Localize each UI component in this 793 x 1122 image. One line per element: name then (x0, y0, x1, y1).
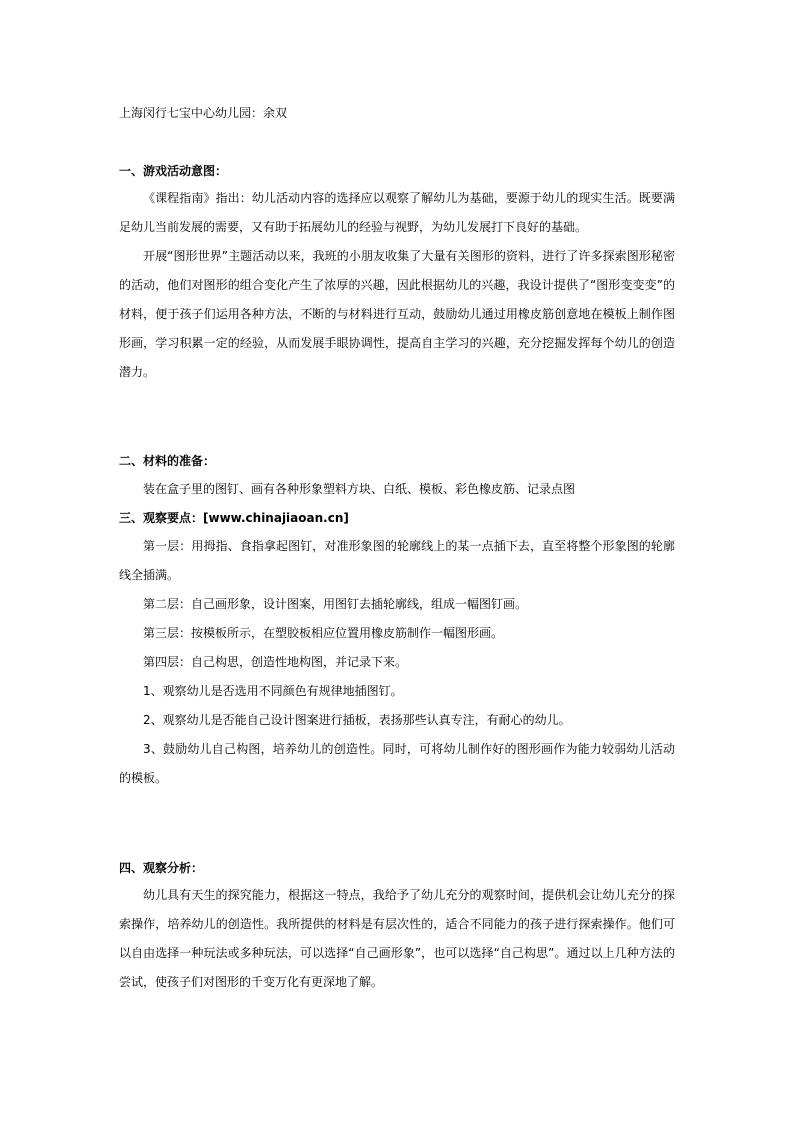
section1-paragraph-2: 开展“图形世界”主题活动以来，我班的小朋友收集了大量有关图形的资料，进行了许多探索图形秘密的活动，他们对图形的组合变化产生了浓厚的兴趣，因此根据幼儿的兴趣，我设计提供了“图形变变变”的材料，便于孩子们运用各种方法，不断的与材料进行互动，鼓励幼儿通过用橡皮筋创意地在模板上制作图形画，学习积累一定的经验，从而发展手眼协调性，提高自主学习的兴趣，充分挖掘发挥每个幼儿的创造潜力。 (119, 249, 675, 379)
section1-paragraph-1: 《课程指南》指出：幼儿活动内容的选择应以观察了解幼儿为基础，要源于幼儿的现实生活。既要满足幼儿当前发展的需要，又有助于拓展幼儿的经验与视野，为幼儿发展打下良好的基础。 (119, 191, 675, 234)
section2-heading: 二、材料的准备： (119, 454, 216, 468)
author-line: 上海闵行七宝中心幼儿园：余双 (119, 106, 288, 120)
observation-point-3: 3、鼓励幼儿自己构图，培养幼儿的创造性。同时，可将幼儿制作好的图形画作为能力较弱幼儿活动的模板。 (119, 742, 675, 785)
observation-level-1: 第一层：用拇指、食指拿起图钉，对准形象图的轮廓线上的某一点插下去，直至将整个形象图的轮廓线全插满。 (119, 539, 675, 582)
section4-heading: 四、观察分析： (119, 861, 204, 875)
observation-point-1: 1、观察幼儿是否选用不同颜色有规律地插图钉。 (143, 684, 403, 698)
observation-level-2: 第二层：自己画形象，设计图案，用图钉去插轮廓线，组成一幅图钉画。 (143, 597, 528, 611)
materials-list: 装在盒子里的图钉、画有各种形象塑料方块、白纸、模板、彩色橡皮筋、记录点图 (143, 482, 576, 496)
observation-level-4: 第四层：自己构思，创造性地构图，并记录下来。 (143, 655, 408, 669)
analysis-paragraph: 幼儿具有天生的探究能力，根据这一特点，我给予了幼儿充分的观察时间，提供机会让幼儿充分的探索操作，培养幼儿的创造性。我所提供的材料是有层次性的，适合不同能力的孩子进行探索操作。他们可以自由选择一种玩法或多种玩法，可以选择“自己画形象”，也可以选择“自己构思”。通过以上几种方法的尝试，使孩子们对图形的千变万化有更深地了解。 (119, 888, 675, 989)
section3-heading: 三、观察要点：[www.chinajiaoan.cn] (119, 511, 349, 525)
observation-level-3: 第三层：按模板所示，在塑胶板相应位置用橡皮筋制作一幅图形画。 (143, 626, 504, 640)
observation-point-2: 2、观察幼儿是否能自己设计图案进行插板，表扬那些认真专注，有耐心的幼儿。 (143, 713, 571, 727)
section1-heading: 一、游戏活动意图： (119, 164, 228, 178)
